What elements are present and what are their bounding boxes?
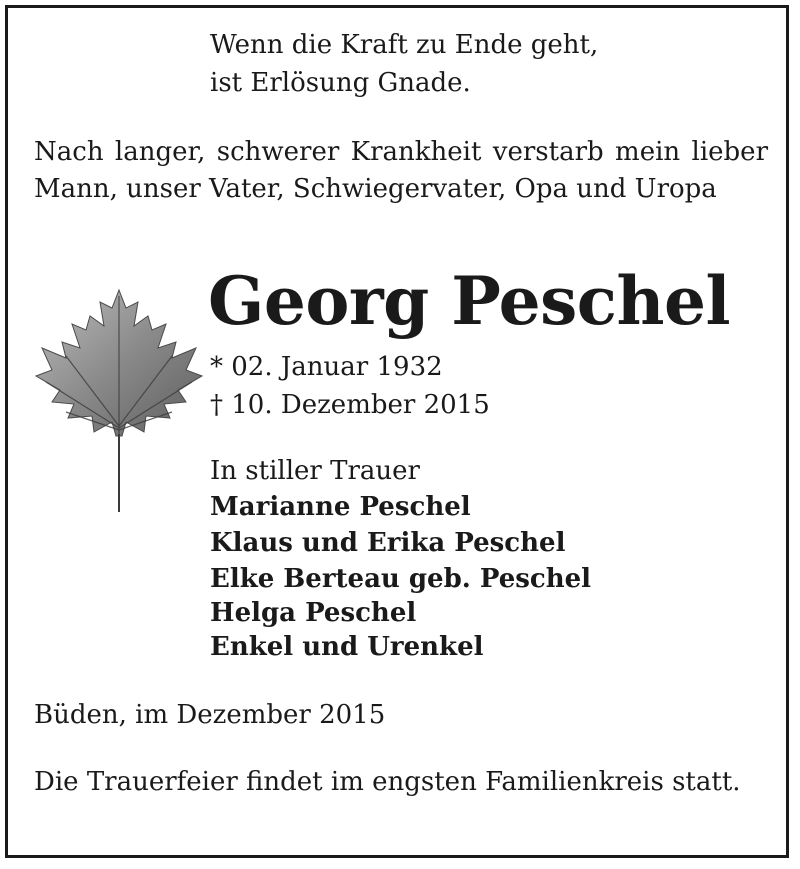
verse-line-2: ist Erlösung Gnade. (210, 68, 471, 98)
place-date: Büden, im Dezember 2015 (34, 700, 386, 730)
death-date: † 10. Dezember 2015 (210, 390, 490, 420)
verse-line-1: Wenn die Kraft zu Ende geht, (210, 30, 599, 60)
mourner-name: Klaus und Erika Peschel (210, 528, 566, 558)
funeral-note: Die Trauerfeier findet im engsten Familienkreis statt. (34, 767, 741, 797)
birth-date: * 02. Januar 1932 (210, 352, 443, 382)
mourner-name: Helga Peschel (210, 598, 417, 628)
intro-text: Nach langer, schwerer Krankheit verstarb mein lieber Mann, unser Vater, Schwiegervater, Opa und Uropa (34, 137, 768, 204)
mourner-name: Enkel und Urenkel (210, 632, 484, 662)
maple-leaf-icon (26, 286, 212, 516)
mourner-name: Elke Berteau geb. Peschel (210, 564, 592, 594)
mourning-heading: In stiller Trauer (210, 456, 420, 486)
mourner-name: Marianne Peschel (210, 492, 471, 522)
deceased-name: Georg Peschel (208, 262, 731, 340)
